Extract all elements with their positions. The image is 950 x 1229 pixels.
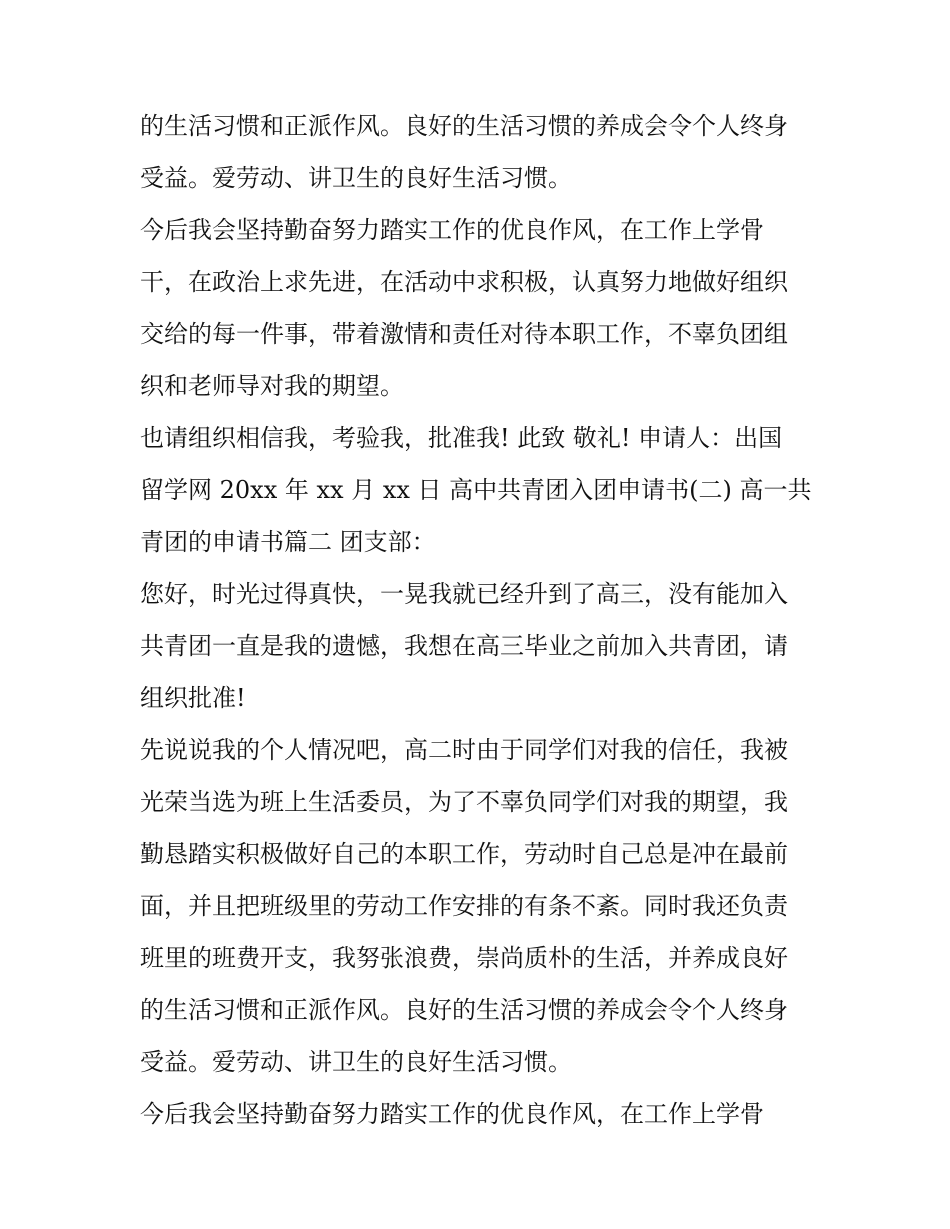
- text-line: 光荣当选为班上生活委员，为了不辜负同学们对我的期望，我: [140, 788, 788, 816]
- text-line: 织和老师导对我的期望。: [140, 372, 404, 400]
- document-body: [140, 100, 830, 1140]
- text-line: 今后我会坚持勤奋努力踏实工作的优良作风，在工作上学骨: [140, 1100, 764, 1128]
- text-line: 班里的班费开支，我努张浪费，崇尚质朴的生活，并养成良好: [140, 944, 788, 972]
- text-line: 您好，时光过得真快，一晃我就已经升到了高三，没有能加入: [140, 580, 788, 608]
- text-line: 受益。爱劳动、讲卫生的良好生活习惯。: [140, 164, 572, 192]
- text-line: 今后我会坚持勤奋努力踏实工作的优良作风，在工作上学骨: [140, 216, 764, 244]
- text-line: 交给的每一件事，带着激情和责任对待本职工作，不辜负团组: [140, 320, 788, 348]
- text-line: 先说说我的个人情况吧，高二时由于同学们对我的信任，我被: [140, 736, 788, 764]
- text-line: 干，在政治上求先进，在活动中求积极，认真努力地做好组织: [140, 268, 788, 296]
- text-line: 的生活习惯和正派作风。良好的生活习惯的养成会令个人终身: [140, 112, 788, 140]
- text-line: 留学网 20xx 年 xx 月 xx 日 高中共青团入团申请书(二) 高一共: [140, 476, 812, 504]
- text-line: 共青团一直是我的遗憾，我想在高三毕业之前加入共青团，请: [140, 632, 788, 660]
- text-line: 组织批准!: [140, 684, 246, 712]
- text-line: 勤恳踏实积极做好自己的本职工作，劳动时自己总是冲在最前: [140, 840, 788, 868]
- text-line: 的生活习惯和正派作风。良好的生活习惯的养成会令个人终身: [140, 996, 788, 1024]
- text-line: 青团的申请书篇二 团支部：: [140, 528, 436, 556]
- text-line: 面，并且把班级里的劳动工作安排的有条不紊。同时我还负责: [140, 892, 788, 920]
- text-line: 受益。爱劳动、讲卫生的良好生活习惯。: [140, 1048, 572, 1076]
- text-line: 也请组织相信我，考验我，批准我! 此致 敬礼! 申请人：出国: [140, 424, 783, 452]
